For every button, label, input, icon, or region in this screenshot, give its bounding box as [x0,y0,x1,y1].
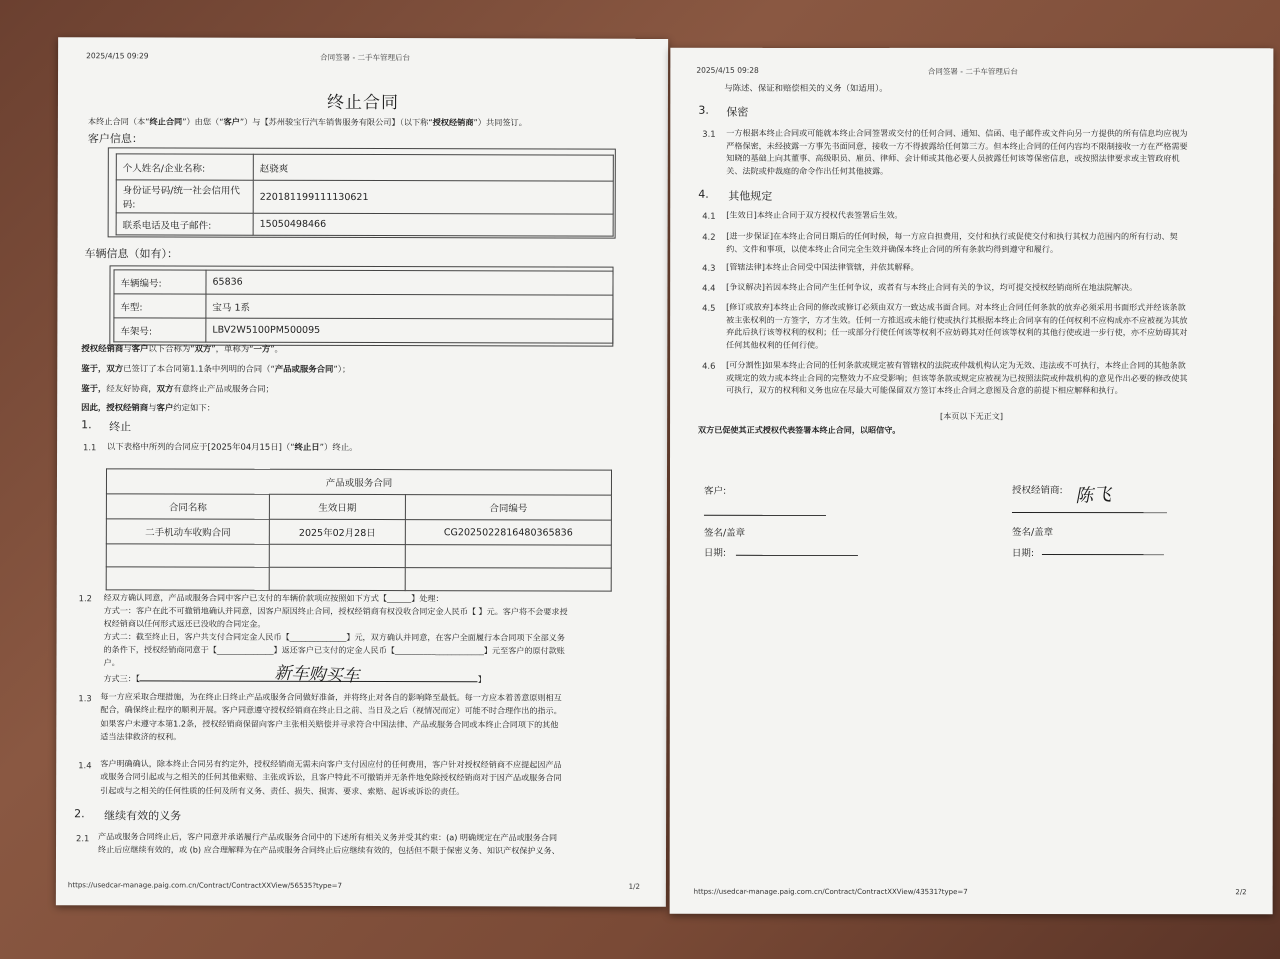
dealer-date-line [1042,554,1164,555]
table-row [114,270,613,295]
customer-date-label: 日期: [703,547,727,559]
vin-label: 车架号: [114,318,206,342]
contract-page-2 [670,48,1274,915]
table-header-row [106,494,611,520]
clause-4-5-number: 4.5 [702,302,716,313]
contact-value: 15050498466 [253,213,613,236]
table-cell [269,544,405,567]
table-cell: 二手机动车收购合同 [106,519,269,544]
customer-date-line [736,555,858,556]
dealer-date-label: 日期: [1011,548,1035,560]
clause-3-1-number: 3.1 [702,128,716,139]
table-cell [405,545,611,569]
whereas-1: 鉴于，双方已签订了本合同第1.1条中列明的合同（“产品或服务合同”）； [81,363,351,374]
page-footer [68,881,640,890]
page-number: 1/2 [628,882,640,891]
clause-1-1-number: 1.1 [83,442,97,453]
table-cell: 2025年02月28日 [269,519,405,544]
customer-info-heading: 客户信息： [87,132,143,146]
parties-line: 授权经销商与客户以下合称为“双方”，单称为“一方”。 [81,343,283,354]
table-row [116,154,613,181]
continued-line: 与陈述、保证和赔偿相关的义务（如适用）。 [724,82,888,93]
table-row [116,213,613,236]
handwritten-note: 新车购买车 [274,663,360,687]
clause-1-1: 以下表格中所列的合同应于[2025年04月15日]（“终止日”）终止。 [107,441,358,452]
system-title: 合同签署 - 二手车管理后台 [927,66,1018,77]
model-label: 车型: [114,294,206,318]
clause-4-3: [管辖法律]本终止合同受中国法律管辖，并依其解释。 [726,261,919,272]
vehicle-id-value: 65836 [206,270,613,295]
clause-4-6: [可分割性]如果本终止合同的任何条款或规定被有管辖权的法院或仲裁机构认定为无效、违法或不可执行，本终止合同的其他条款 或规定的效力或本终止合同的完整效力不应受影响；但该等条款或规定应被视为已按照法院或仲裁机构的意见作出必要的修改使其 可执行，双方的权利和义务也应在尽最大可能保留双方签订本终止合同之意图及合意的前提下相应解释和执行。 [726,359,1188,396]
print-timestamp: 2025/4/15 09:29 [86,51,149,61]
clause-4-2-number: 4.2 [702,231,716,242]
clause-1-3: 每一方应采取合理措施，为在终止日终止产品或服务合同做好准备，并将终止对各自的影响降至最低。每一方应本着善意原则相互 配合，确保终止程序的顺利开展。客户同意遵守授权经销商在终止日之前、当日及之后（视情况而定）可能不时合理作出的指示。 如果客户未遵守本第1.2条，授权经销商保留向客户主张相关赔偿并寻求符合中国法律、产品或服务合同或本终止合同项下的其他 适当法律救济的权利。 [100,691,562,742]
table-row [106,469,611,495]
table-cell [269,567,405,590]
section-3-title: 保密 [726,105,749,119]
contract-title: 终止合同 [326,92,399,114]
customer-info-table [116,153,614,236]
clause-4-3-number: 4.3 [702,262,716,273]
intro-paragraph: 本终止合同（本“终止合同”）由您（“客户”）与【苏州骏宝行汽车销售服务有限公司】（以下称“授权经销商”）共同签订。 [87,116,527,128]
clause-2-1-number: 2.1 [76,833,90,844]
section-3-number: 3. [698,103,709,117]
table-cell: CG2025022816480365836 [405,520,611,546]
table-cell [405,568,611,592]
therefore-line: 因此，授权经销商与客户约定如下： [81,402,216,413]
system-title: 合同签署 - 二手车管理后台 [320,52,411,63]
table-row [116,180,613,214]
customer-sign-label: 签名/盖章 [703,527,746,539]
name-label: 个人姓名/企业名称: [116,154,253,180]
id-value: 220181199111130621 [253,180,613,214]
no-more-text-note: [本页以下无正文] [940,410,1004,422]
customer-signature-line [704,515,826,516]
vehicle-info-heading: 车辆信息（如有）： [84,247,179,261]
clause-1-4: 客户明确确认，除本终止合同另有约定外，授权经销商无需未向客户支付因应付的任何费用，客户针对授权经销商不应提起因产品 或服务合同引起或与之相关的任何其他索赔、主张或诉讼，且客户特此不可撤销并无条件地免除授权经销商对于因产品或服务合同 引起或与之相关的任何性质的任何及所有义务、责任、损失、损害、要求、索赔、起诉或诉讼的责任。 [100,758,562,797]
dealer-sign-label: 签名/盖章 [1011,527,1054,539]
table-cell [106,567,269,590]
name-value: 赵骁爽 [253,154,613,181]
table-row [114,294,613,319]
section-4-number: 4. [698,187,709,201]
clause-3-1: 一方根据本终止合同或可能就本终止合同签署或交付的任何合同、通知、信函、电子邮件或文件向另一方提供的所有信息均应视为 严格保密，未经披露一方事先书面同意，接收一方不得披露给任何第三方。但本终止合同的任何内容均不限制接收一方在严格需要 知晓的基础上向其董事、高级职员、雇员、律师、会计师或其他必要人员披露任何该等保密信息，或按照法律要求或主管政府机 关、法院或仲裁庭的命令作出任何其他披露。 [726,127,1188,176]
contact-label: 联系电话及电子邮件: [116,213,253,235]
clause-1-2-number: 1.2 [78,593,93,604]
product-contract-table [106,468,612,591]
dealer-signature: 陈飞 [1074,484,1112,508]
dealer-label: 授权经销商: [1011,485,1063,497]
customer-label: 客户: [703,485,727,497]
page-url: https://usedcar-manage.paig.com.cn/Contract/ContractXXView/43531?type=7 [693,887,968,896]
clause-4-1-number: 4.1 [702,210,716,221]
clause-4-1: [生效日]本终止合同于双方授权代表签署后生效。 [726,209,903,220]
print-timestamp: 2025/4/15 09:28 [696,65,759,75]
section-4-title: 其他规定 [728,189,773,203]
whereas-2: 鉴于，经友好协商，双方有意终止产品或服务合同； [81,383,274,394]
witness-statement: 双方已促使其正式授权代表签署本终止合同，以昭信守。 [698,424,901,435]
table-caption: 产品或服务合同 [106,469,611,495]
clause-4-4: [争议解决]若因本终止合同产生任何争议，或者有与本终止合同有关的争议，均可提交授权经销商所在地法院解决。 [726,281,1138,293]
table-row [114,318,613,343]
vehicle-id-label: 车辆编号: [114,270,206,294]
column-header: 生效日期 [269,494,405,519]
vehicle-info-table [113,269,613,343]
table-cell [106,544,269,567]
clause-1-2: 经双方确认同意，产品或服务合同中客户已支付的车辆价款项应按照如下方式【______】处理： 方式一：客户在此不可撤销地确认并同意，因客户原因终止合同，授权经销商有权没收合同定金人民币【 】元。客户将不会要求授 权经销商以任何形式返还已没收的合同定金。 方式二：截至终止日，客户共支付合同定金人民币【______________】元，双方确认并同意，在客户全面履行本合同项下全部义务 的条件下，授权经销商同意于【______________】返还客户已支付的定金人民币【______________________】元至客户的原付款账 户。 方式三：【 】 [103,592,568,685]
clause-2-1: 产品或服务合同终止后，客户同意并承诺履行产品或服务合同中的下述所有相关义务并受其约束：(a) 明确规定在产品或服务合同 终止后应继续有效的，或 (b) 应合理解释为在产品或服务合同终止后应继续有效的，包括但不限于保密义务、知识产权保护义务、 [97,831,560,856]
page-number: 2/2 [1235,888,1247,897]
page-header [86,51,644,63]
section-1-number: 1. [81,418,92,432]
column-header: 合同名称 [106,494,269,519]
clause-4-6-number: 4.6 [702,360,716,371]
clause-1-3-number: 1.3 [78,693,92,704]
page-url: https://usedcar-manage.paig.com.cn/Contract/ContractXXView/56535?type=7 [67,881,343,890]
model-value: 宝马 1系 [206,294,613,319]
clause-4-4-number: 4.4 [702,282,716,293]
clause-4-5: [修订或放弃]本终止合同的修改或修订必须由双方一致达成书面合同。对本终止合同任何条款的放弃必须采用书面形式并经该条款 被主张权利的一方签字，方才生效。任何一方推迟或未能行使或执行其根据本终止合同享有的任何权利不应构成亦不应被视为其放 弃此后执行该等权利的权利；任一或部分行使任何该等权利不应妨碍其对任何该等权利的其他行使或进一步行使，亦不应妨碍其对 任何其他权利的任何行使。 [726,301,1188,350]
table-row [106,544,611,568]
contract-page-1 [56,37,668,907]
id-label: 身份证号码/统一社会信用代码: [116,180,253,213]
page-footer [694,888,1247,896]
section-2-title: 继续有效的义务 [104,809,182,823]
column-header: 合同编号 [405,495,611,521]
table-row [106,519,611,545]
dealer-signature-line [1012,512,1167,513]
clause-4-2: [进一步保证]在本终止合同日期后的任何时候，每一方应自担费用，交付和执行或促使交付和执行其权力范围内的所有行动、契 约、文件和事项，以使本终止合同完全生效并确保本终止合同的所有条款均得到遵守和履行。 [726,230,1178,254]
section-2-number: 2. [74,807,85,821]
clause-1-4-number: 1.4 [78,760,92,771]
section-1-title: 终止 [109,420,132,434]
vin-value: LBV2W5100PM500095 [206,318,613,343]
table-row [106,567,611,591]
